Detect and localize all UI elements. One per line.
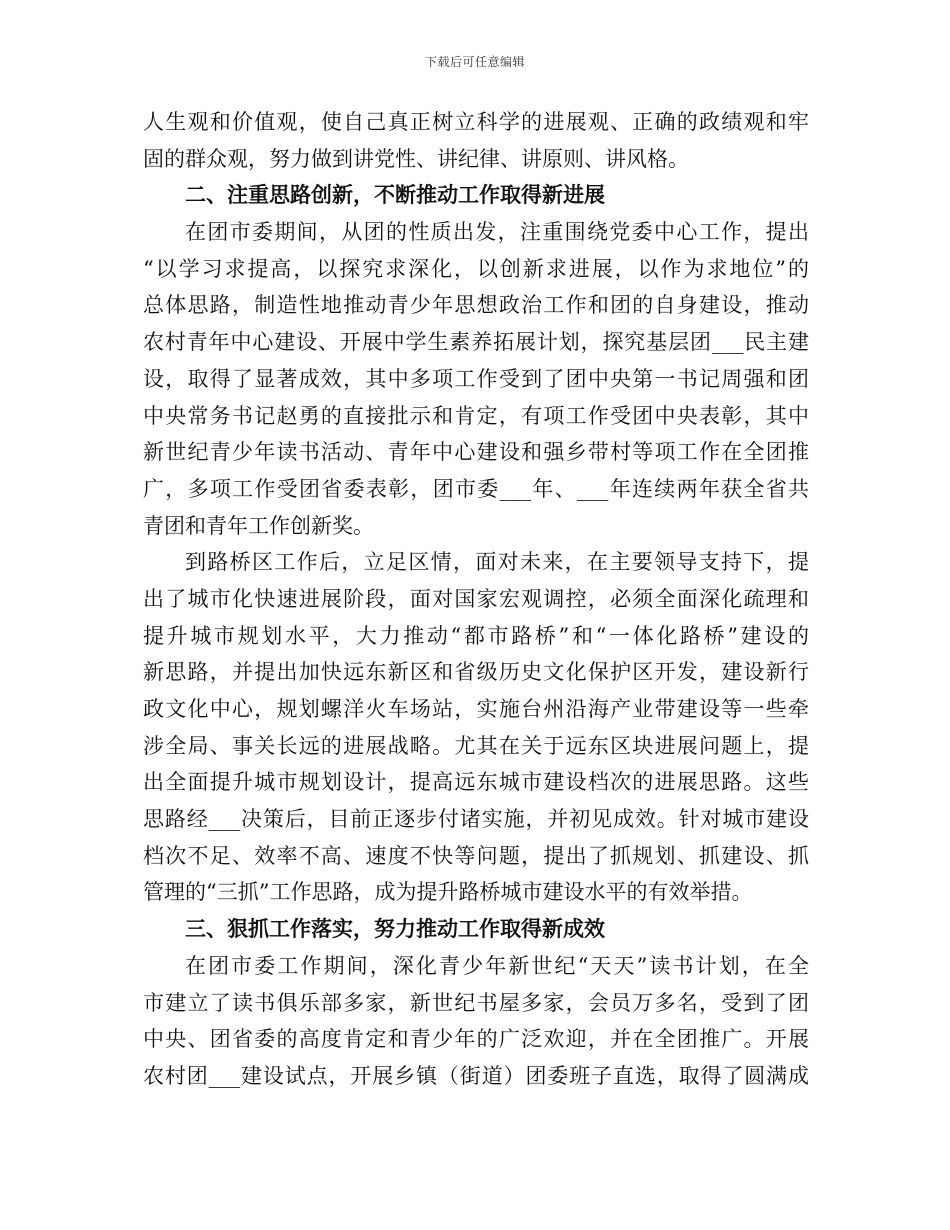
paragraph-line: 档次不足、效率不高、速度不快等问题，提出了抓规划、抓建设、抓 bbox=[143, 843, 809, 868]
section-heading: 二、注重思路创新，不断推动工作取得新进展 bbox=[185, 183, 605, 208]
paragraph-line: 中央、团省委的高度肯定和青少年的广泛欢迎，并在全团推广。开展 bbox=[143, 1027, 809, 1052]
paragraph-line: 在团市委期间，从团的性质出发，注重围绕党委中心工作，提出 bbox=[185, 220, 809, 245]
paragraph-line: 农村青年中心建设、开展中学生素养拓展计划，探究基层团___民主建 bbox=[143, 330, 809, 355]
paragraph-line: 青团和青年工作创新奖。 bbox=[143, 513, 374, 538]
paragraph-line: 广，多项工作受团省委表彰，团市委___年、___年连续两年获全省共 bbox=[143, 476, 809, 501]
paragraph-line: 人生观和价值观，使自己真正树立科学的进展观、正确的政绩观和牢 bbox=[143, 110, 809, 134]
paragraph-line: 农村团___建设试点，开展乡镇（街道）团委班子直选，取得了圆满成 bbox=[143, 1063, 809, 1088]
paragraph-line: 中央常务书记赵勇的直接批示和肯定，有项工作受团中央表彰，其中 bbox=[143, 403, 809, 428]
header-note: 下载后可任意编辑 bbox=[424, 55, 525, 69]
paragraph-line: 政文化中心，规划螺洋火车场站，实施台州沿海产业带建设等一些牵 bbox=[143, 697, 809, 721]
paragraph-line: 固的群众观，努力做到讲党性、讲纪律、讲原则、讲风格。 bbox=[143, 146, 689, 171]
paragraph-line: 新世纪青少年读书活动、青年中心建设和强乡带村等项工作在全团推 bbox=[143, 440, 809, 465]
paragraph-line: 设，取得了显著成效，其中多项工作受到了团中央第一书记周强和团 bbox=[143, 366, 809, 391]
paragraph-line: 出了城市化快速进展阶段，面对国家宏观调控，必须全面深化疏理和 bbox=[143, 586, 809, 611]
paragraph-line: “以学习求提高，以探究求深化，以创新求进展，以作为求地位”的 bbox=[143, 256, 809, 281]
paragraph-line: 思路经___决策后，目前正逐步付诸实施，并初见成效。针对城市建设 bbox=[143, 807, 809, 832]
paragraph-line: 涉全局、事关长远的进展战略。尤其在关于远东区块进展问题上，提 bbox=[143, 733, 809, 758]
paragraph-line: 提升城市规划水平，大力推动“都市路桥”和“一体化路桥”建设的 bbox=[143, 623, 809, 648]
paragraph-line: 新思路，并提出加快远东新区和省级历史文化保护区开发，建设新行 bbox=[143, 660, 809, 685]
paragraph-line: 管理的“三抓”工作思路，成为提升路桥城市建设水平的有效举措。 bbox=[143, 880, 753, 905]
paragraph-line: 出全面提升城市规划设计，提高远东城市建设档次的进展思路。这些 bbox=[143, 770, 809, 795]
paragraph-line: 总体思路，制造性地推动青少年思想政治工作和团的自身建设，推动 bbox=[143, 293, 809, 318]
paragraph-line: 在团市委工作期间，深化青少年新世纪“天天”读书计划，在全 bbox=[185, 953, 809, 978]
paragraph-line: 市建立了读书俱乐部多家，新世纪书屋多家，会员万多名，受到了团 bbox=[143, 990, 809, 1015]
document-body bbox=[143, 104, 809, 1095]
paragraph-line: 到路桥区工作后，立足区情，面对未来，在主要领导支持下，提 bbox=[185, 550, 809, 575]
section-heading: 三、狠抓工作落实，努力推动工作取得新成效 bbox=[185, 917, 605, 942]
